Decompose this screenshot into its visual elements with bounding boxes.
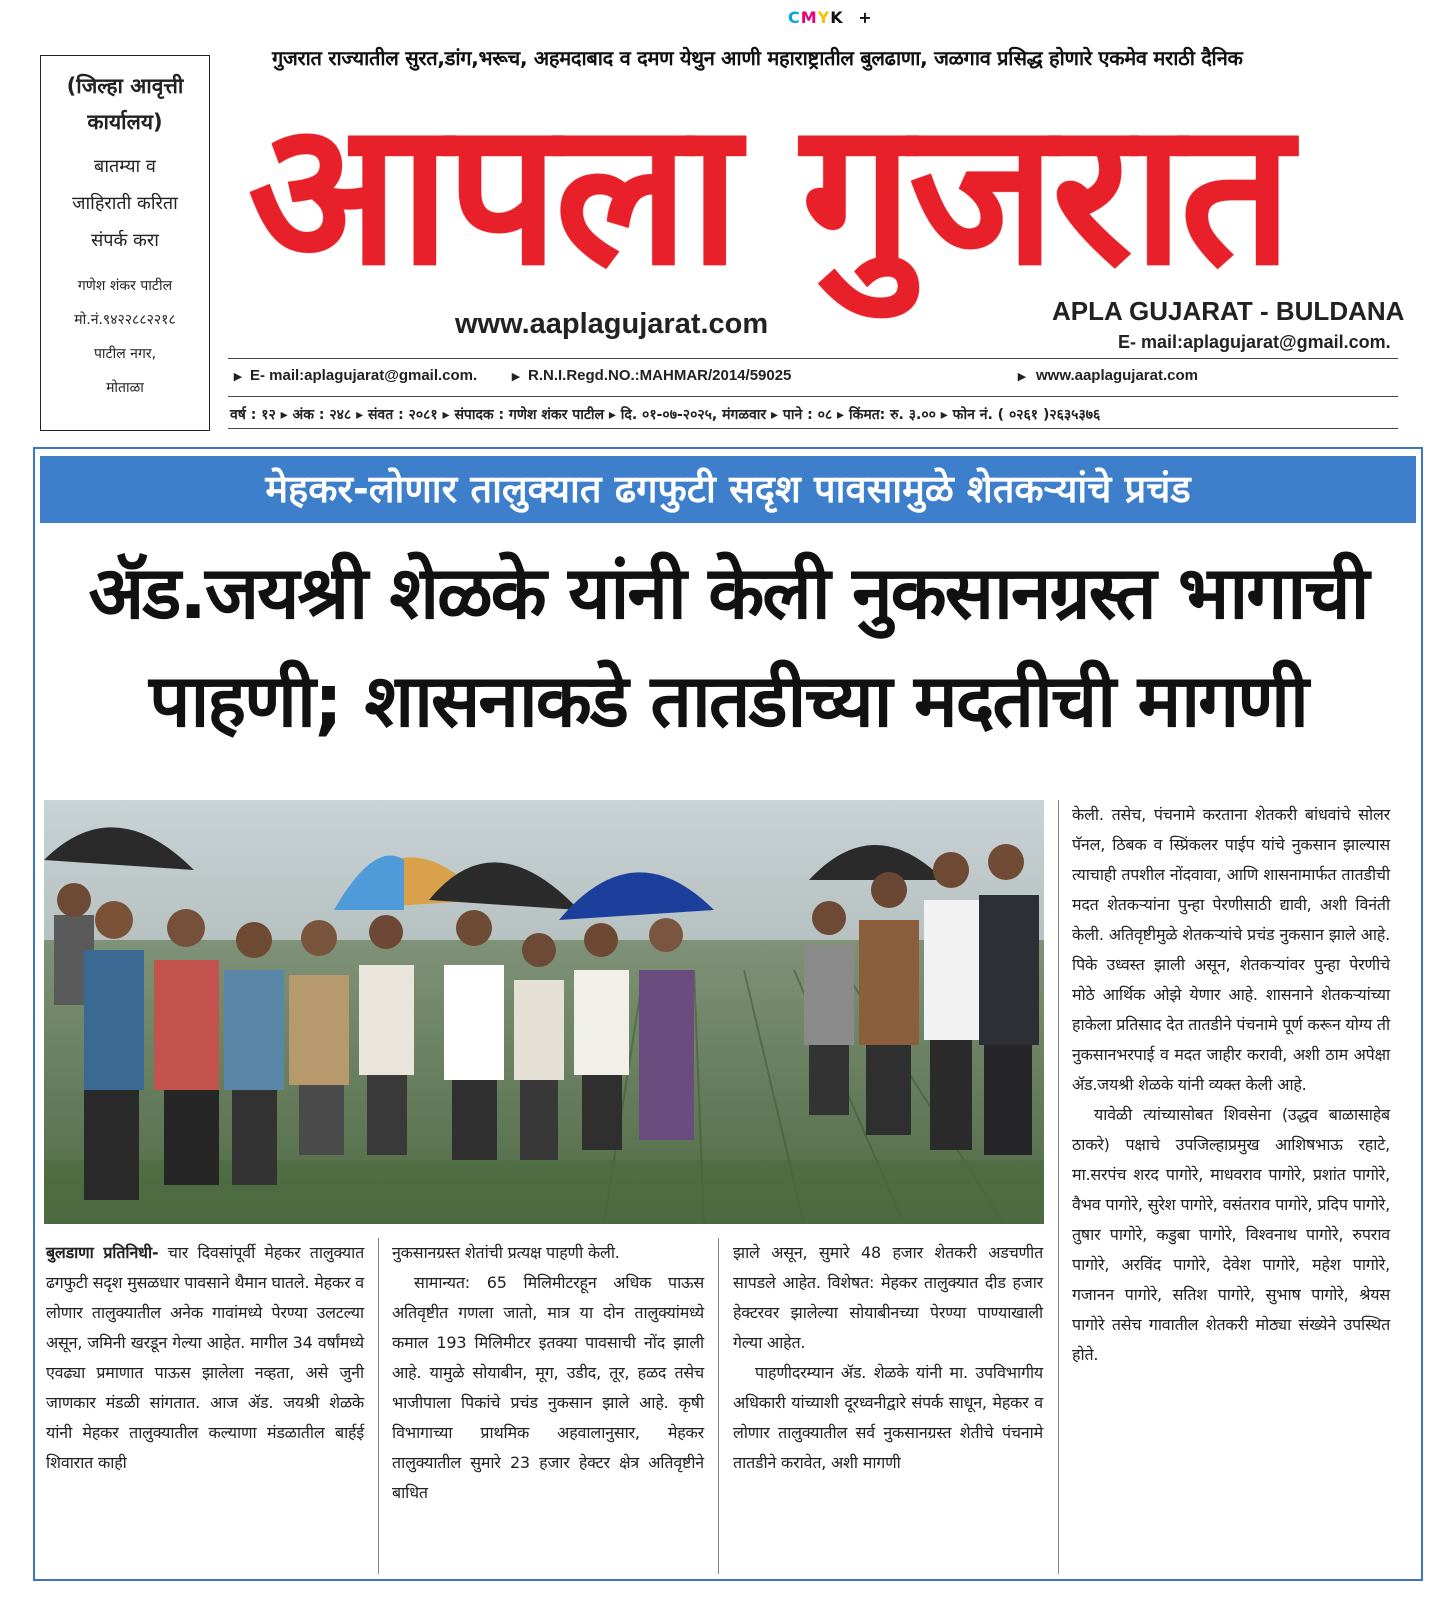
masthead-website[interactable]: www.aaplagujarat.com	[455, 308, 769, 340]
news-photo	[44, 800, 1044, 1224]
column-3-text-a: झाले असून, सुमारे 48 हजार शेतकरी अडचणीत सापडले आहेत. विशेषत: मेहकर तालुक्यात दीड हजार हेक्टरवर झालेल्या सोयाबीनच्या पेरण्या पाण्याखाली गेल्या आहेत.	[733, 1243, 1043, 1352]
arrow-icon: ▸	[234, 368, 242, 385]
office-contact-phone: मो.नं.९४२२८८२२१८	[74, 312, 176, 328]
cmyk-registration-marks: CMYK +	[788, 8, 873, 27]
arrow-icon: ▸	[512, 368, 520, 385]
office-contact-name: गणेश शंकर पाटील	[77, 278, 173, 294]
divider	[228, 396, 1398, 397]
office-text-line5: संपर्क करा	[91, 230, 159, 251]
dateline: बुलडाणा प्रतिनिधी-	[46, 1243, 159, 1262]
office-address-line1: पाटील नगर,	[93, 346, 157, 362]
headline-line1: ॲड.जयश्री शेळके यांनी केली नुकसानग्रस्त भागाची	[88, 551, 1368, 636]
info-email[interactable]: E- mail:aplagujarat@gmail.com.	[250, 367, 478, 384]
arrow-icon: ▸	[1018, 368, 1026, 385]
column-divider	[718, 1238, 719, 1574]
office-text-line4: जाहिराती करिता	[72, 193, 178, 214]
headline-line2: पाहणी; शासनाकडे तातडीच्या मदतीची मागणी	[149, 659, 1307, 744]
issue-details: वर्ष : १२ ▸ अंक : २४८ ▸ संवत : २०८१ ▸ संपादक : गणेश शंकर पाटील ▸ दि. ०१-०७-२०२५, मंगळवार ▸ पाने : ०८ ▸ किंमत: रु. ३.०० ▸ फोन नं. ( ०२६१ )२६३५३७६	[230, 407, 1101, 423]
divider	[228, 428, 1398, 429]
column-divider	[378, 1238, 379, 1574]
column-3-text-b: पाहणीदरम्यान ॲड. शेळके यांनी मा. उपविभागीय अधिकारी यांच्याशी दूरध्वनीद्वारे संपर्क साधून, मेहकर व लोणार तालुक्यातील सर्व नुकसानग्रस्त शेतीचे पंचनामे तातडीने करावेत, अशी मागणी	[733, 1363, 1043, 1472]
field-inspection-photo	[44, 800, 1044, 1224]
edition-label: APLA GUJARAT - BULDANA	[1052, 296, 1405, 326]
article-column-2	[392, 1238, 704, 1508]
masthead-email[interactable]: E- mail:aplagujarat@gmail.com.	[1118, 332, 1391, 352]
column-4-text-a: केली. तसेच, पंचनामे करताना शेतकरी बांधवांचे सोलर पॅनल, ठिबक व स्प्रिंकलर पाईप यांचे नुकसान झाल्यास त्याचाही तपशील नोंदवावा, आणि शासनामार्फत तातडीची मदत शेतकऱ्यांना पुन्हा पेरणीसाठी द्यावी, अशी विनंती केली. अतिवृष्टीमुळे शेतकऱ्यांचे प्रचंड नुकसान झाले आहे. पिके उध्वस्त झाली असून, शेतकऱ्यांवर पुन्हा पेरणीचे मोठे आर्थिक ओझे येणार आहे. शासनाने शेतकऱ्यांच्या हाकेला प्रतिसाद देत तातडीने पंचनामे पूर्ण करून योग्य ती नुकसानभरपाई व मदत जाहीर करावी, अशी ठाम अपेक्षा ॲड.जयश्री शेळके यांनी व्यक्त केली आहे.	[1072, 805, 1390, 1094]
newspaper-title: आपला गुजरात	[248, 78, 1289, 309]
office-title-line2: कार्यालय)	[87, 110, 163, 134]
column-4-text-b: यावेळी त्यांच्यासोबत शिवसेना (उद्धव बाळासाहेब ठाकरे) पक्षाचे उपजिल्हाप्रमुख आशिषभाऊ रहाटे, मा.सरपंच शरद पागोरे, माधवराव पागोरे, प्रशांत पागोरे, वैभव पागोरे, सुरेश पागोरे, वसंतराव पागोरे, प्रदिप पागोरे, तुषार पागोरे, कडुबा पागोरे, विश्वनाथ पागोरे, रुपराव पागोरे, अरविंद पागोरे, देवेश पागोरे, महेश पागोरे, गजानन पागोरे, सतिश पागोरे, सुभाष पागोरे, श्रेयस पागोरे तसेच गावातील शेतकरी मोठ्या संख्येने उपस्थित होते.	[1072, 1105, 1390, 1364]
district-office-box	[40, 55, 210, 431]
article-headline	[40, 540, 1416, 756]
column-2-text-a: नुकसानग्रस्त शेतांची प्रत्यक्ष पाहणी केली.	[392, 1243, 620, 1262]
info-rni: R.N.I.Regd.NO.:MAHMAR/2014/59025	[528, 367, 792, 384]
column-2-text-b: सामान्यत: 65 मिलिमीटरहून अधिक पाऊस अतिवृष्टीत गणला जातो, मात्र या दोन तालुक्यांमध्ये कमाल 193 मिलिमीटर इतक्या पावसाची नोंद झाली आहे. यामुळे सोयाबीन, मूग, उडीद, तूर, हळद तसेच भाजीपाला पिकांचे प्रचंड नुकसान झाले आहे. कृषी विभागाच्या प्राथमिक अहवालानुसार, मेहकर तालुक्यातील सुमारे 23 हजार हेक्टर क्षेत्र अतिवृष्टीने बाधित	[392, 1273, 704, 1502]
office-title-line1: (जिल्हा आवृत्ती	[66, 74, 184, 98]
column-divider	[1058, 800, 1059, 1574]
column-1-text: चार दिवसांपूर्वी मेहकर तालुक्यात ढगफुटी सदृश मुसळधार पावसाने थैमान घातले. मेहकर व लोणार तालुक्यातील अनेक गावांमध्ये पेरण्या उलटल्या असून, जमिनी खरडून गेल्या आहेत. मागील 34 वर्षांमध्ये एवढ्या प्रमाणात पाऊस झालेला नव्हता, असे जुनी जाणकार मंडळी सांगतात. आज ॲड. जयश्री शेळके यांनी मेहकर तालुक्यातील कल्याणा मंडळातील बार्हई शिवारात काही	[46, 1243, 364, 1472]
masthead-tagline: गुजरात राज्यातील सुरत,डांग,भरूच, अहमदाबाद व दमण येथुन आणी महाराष्ट्रातील बुलढाणा, जळगाव प्रसिद्ध होणारे एकमेव मराठी दैनिक	[272, 46, 1243, 70]
info-site[interactable]: www.aaplagujarat.com	[1036, 367, 1198, 384]
article-column-1	[46, 1238, 364, 1478]
article-column-4	[1072, 800, 1390, 1370]
office-text-line3: बातम्या व	[94, 156, 156, 177]
divider	[228, 358, 1398, 359]
article-kicker: मेहकर-लोणार तालुक्यात ढगफुटी सदृश पावसामुळे शेतकऱ्यांचे प्रचंड	[40, 456, 1416, 523]
article-column-3	[733, 1238, 1043, 1478]
office-address-line2: मोताळा	[106, 380, 144, 396]
